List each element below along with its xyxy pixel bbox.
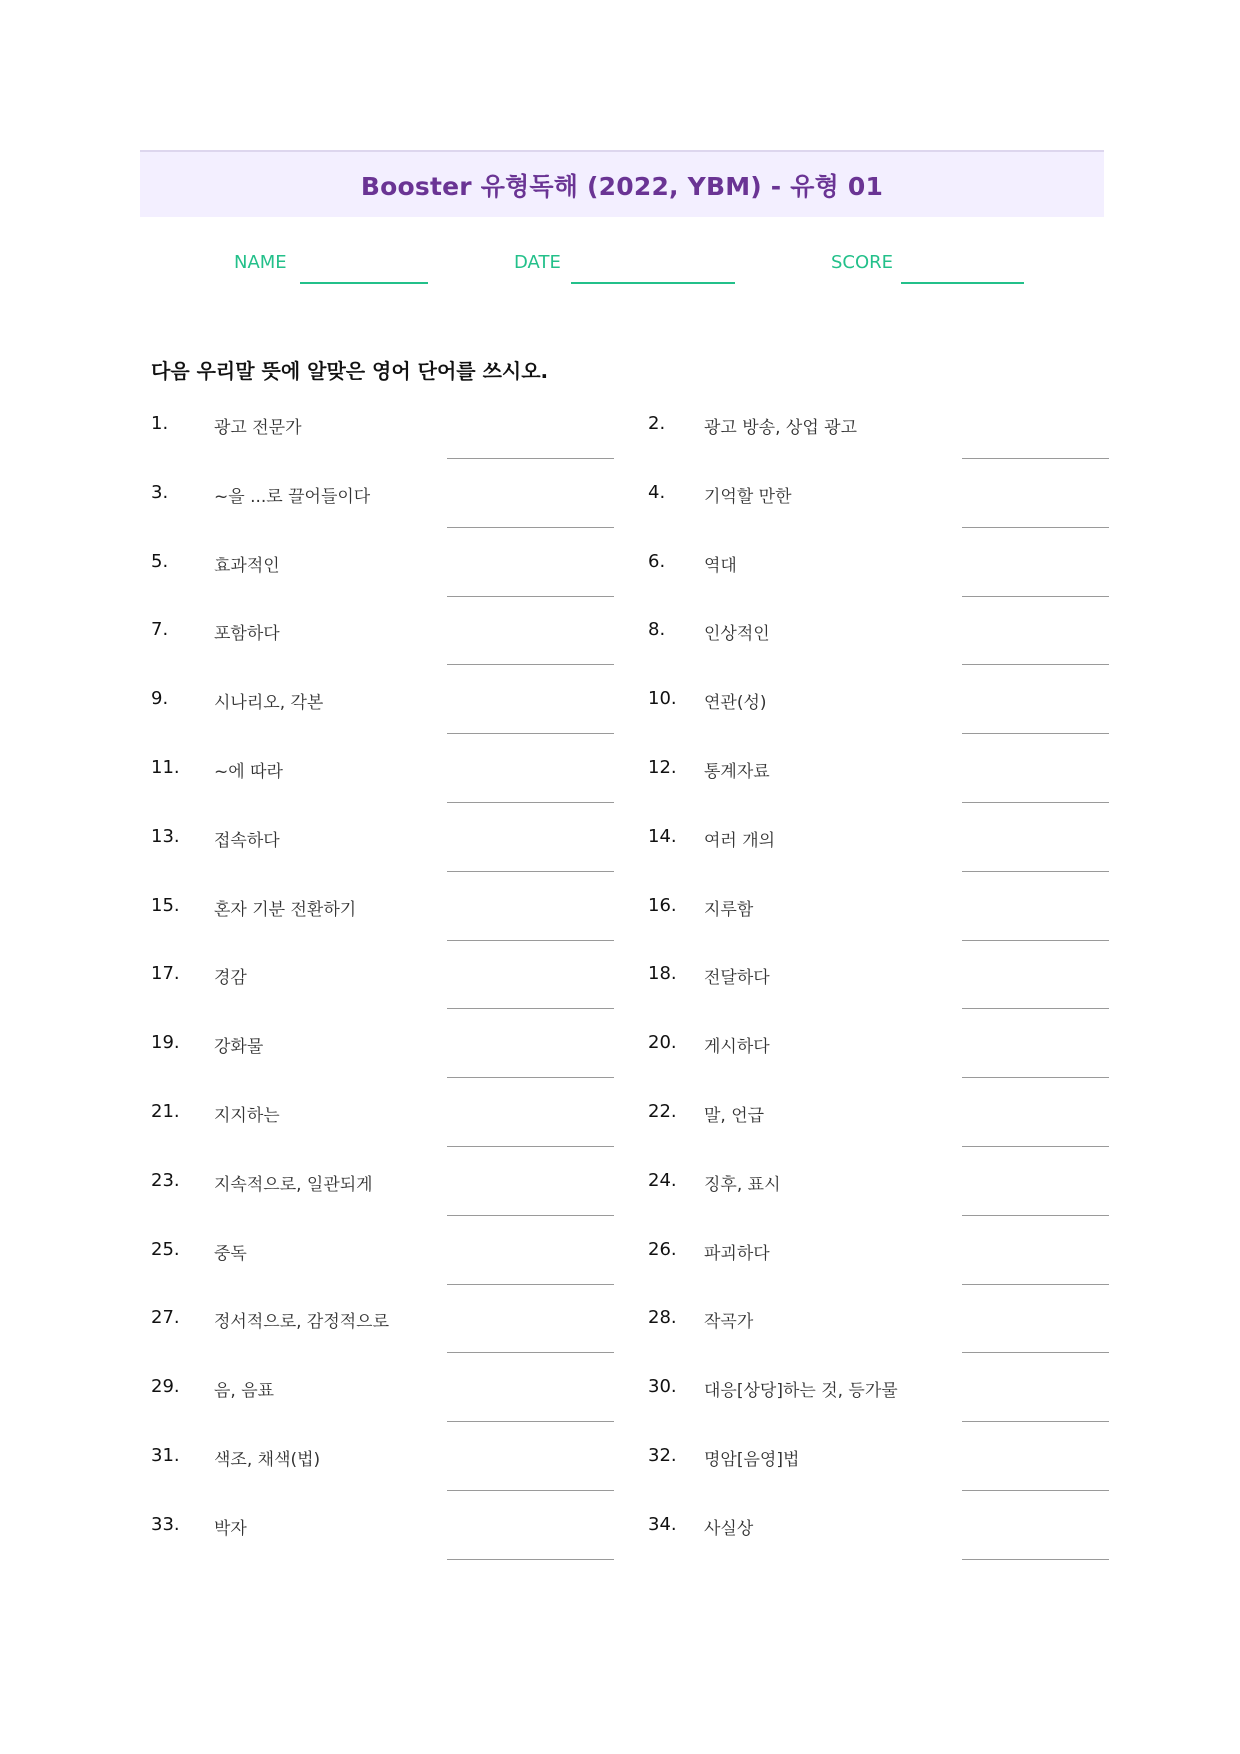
- question-item: [648, 1032, 1108, 1092]
- question-number: 29.: [151, 1376, 180, 1398]
- question-number: 23.: [151, 1169, 180, 1191]
- question-item: [648, 826, 1108, 886]
- question-text: 색조, 채색(법): [214, 1450, 321, 1470]
- question-number: 1.: [151, 413, 169, 434]
- question-item: [151, 1307, 614, 1367]
- question-text: 기억할 만한: [704, 486, 792, 507]
- question-text: 여러 개의: [704, 830, 776, 851]
- answer-line[interactable]: [962, 940, 1109, 941]
- question-item: [151, 1239, 614, 1299]
- instruction: 다음 우리말 뜻에 알맞은 영어 단어를 쓰시오.: [151, 359, 549, 383]
- question-item: [648, 963, 1108, 1023]
- question-number: 18.: [648, 963, 677, 985]
- answer-line[interactable]: [962, 1215, 1109, 1216]
- question-text: 경감: [214, 968, 247, 989]
- answer-line[interactable]: [447, 1352, 614, 1353]
- question-item: [648, 895, 1108, 955]
- answer-line[interactable]: [962, 1008, 1109, 1009]
- answer-line[interactable]: [962, 1284, 1109, 1285]
- question-text: 지속적으로, 일관되게: [214, 1174, 373, 1195]
- question-number: 5.: [151, 550, 169, 572]
- question-item: [151, 757, 614, 817]
- question-text: 혼자 기분 전환하기: [214, 899, 357, 920]
- question-number: 26.: [648, 1238, 677, 1260]
- answer-line[interactable]: [962, 596, 1109, 597]
- question-number: 9.: [151, 688, 169, 710]
- question-text: ~을 ...로 끌어들이다: [214, 486, 371, 507]
- date-field[interactable]: [571, 282, 735, 284]
- question-text: 음, 음표: [214, 1381, 275, 1402]
- question-item: [648, 688, 1108, 748]
- question-item: [648, 1239, 1108, 1299]
- answer-line[interactable]: [447, 1284, 614, 1285]
- answer-line[interactable]: [447, 1008, 614, 1009]
- question-number: 12.: [648, 757, 677, 778]
- question-text: 박자: [214, 1518, 247, 1539]
- name-field[interactable]: [300, 282, 428, 284]
- question-item: [151, 1170, 614, 1230]
- question-number: 28.: [648, 1307, 677, 1329]
- question-item: [151, 688, 614, 748]
- question-number: 32.: [648, 1445, 677, 1466]
- answer-line[interactable]: [962, 802, 1109, 803]
- question-text: ~에 따라: [214, 762, 283, 782]
- answer-line[interactable]: [962, 1490, 1109, 1491]
- question-item: [151, 895, 614, 955]
- question-item: [648, 413, 1108, 473]
- question-text: 게시하다: [704, 1037, 770, 1058]
- question-item: [151, 1032, 614, 1092]
- question-text: 강화물: [214, 1037, 264, 1058]
- answer-line[interactable]: [962, 1559, 1109, 1560]
- question-item: [151, 963, 614, 1023]
- question-number: 20.: [648, 1032, 677, 1054]
- answer-line[interactable]: [962, 733, 1109, 734]
- question-item: [151, 551, 614, 611]
- question-number: 33.: [151, 1513, 180, 1535]
- question-number: 14.: [648, 825, 677, 847]
- question-item: [648, 757, 1108, 817]
- question-item: [648, 619, 1108, 679]
- answer-line[interactable]: [962, 871, 1109, 872]
- question-text: 중독: [214, 1243, 247, 1264]
- answer-line[interactable]: [447, 871, 614, 872]
- title-bar: [140, 150, 1104, 217]
- answer-line[interactable]: [962, 664, 1109, 665]
- answer-line[interactable]: [962, 1077, 1109, 1078]
- question-text: 명암[음영]법: [704, 1450, 800, 1470]
- answer-line[interactable]: [447, 733, 614, 734]
- answer-line[interactable]: [447, 458, 614, 459]
- question-number: 13.: [151, 825, 180, 847]
- question-item: [151, 1445, 614, 1505]
- question-text: 역대: [704, 555, 737, 576]
- question-text: 전달하다: [704, 968, 770, 989]
- question-text: 지루함: [704, 899, 754, 920]
- question-number: 15.: [151, 894, 180, 916]
- answer-line[interactable]: [962, 1146, 1109, 1147]
- question-text: 시나리오, 각본: [214, 693, 324, 714]
- question-item: [151, 826, 614, 886]
- question-text: 파괴하다: [704, 1243, 770, 1264]
- question-text: 포함하다: [214, 624, 280, 645]
- question-number: 11.: [151, 757, 180, 778]
- question-item: [151, 1101, 614, 1161]
- answer-line[interactable]: [447, 1215, 614, 1216]
- question-text: 지지하는: [214, 1106, 280, 1126]
- question-number: 3.: [151, 481, 169, 503]
- question-item: [648, 482, 1108, 542]
- question-number: 30.: [648, 1376, 677, 1398]
- question-item: [648, 551, 1108, 611]
- question-item: [648, 1170, 1108, 1230]
- question-number: 31.: [151, 1445, 180, 1466]
- question-item: [151, 482, 614, 542]
- question-number: 2.: [648, 413, 666, 434]
- answer-line[interactable]: [962, 527, 1109, 528]
- answer-line[interactable]: [447, 1421, 614, 1422]
- question-number: 27.: [151, 1307, 180, 1329]
- answer-line[interactable]: [447, 527, 614, 528]
- question-item: [151, 1514, 614, 1574]
- question-item: [648, 1101, 1108, 1161]
- question-text: 말, 언급: [704, 1106, 765, 1126]
- question-item: [151, 619, 614, 679]
- question-text: 정서적으로, 감정적으로: [214, 1312, 390, 1333]
- question-number: 4.: [648, 481, 666, 503]
- date-label: DATE: [514, 252, 561, 273]
- question-item: [648, 1376, 1108, 1436]
- question-item: [151, 413, 614, 473]
- question-text: 연관(성): [704, 693, 767, 714]
- question-number: 16.: [648, 894, 677, 916]
- question-text: 통계자료: [704, 762, 770, 782]
- score-field[interactable]: [901, 282, 1024, 284]
- question-number: 8.: [648, 619, 666, 641]
- question-number: 34.: [648, 1513, 677, 1535]
- page-title: Booster 유형독해 (2022, YBM) - 유형 01: [360, 171, 884, 201]
- answer-line[interactable]: [962, 1421, 1109, 1422]
- answer-line[interactable]: [447, 1490, 614, 1491]
- question-text: 접속하다: [214, 830, 280, 851]
- question-number: 6.: [648, 550, 666, 572]
- question-text: 광고 전문가: [214, 418, 302, 438]
- question-number: 10.: [648, 688, 677, 710]
- question-text: 대응[상당]하는 것, 등가물: [704, 1381, 898, 1402]
- question-text: 인상적인: [704, 624, 770, 645]
- question-item: [648, 1514, 1108, 1574]
- question-text: 작곡가: [704, 1312, 754, 1333]
- answer-line[interactable]: [447, 596, 614, 597]
- question-item: [151, 1376, 614, 1436]
- question-number: 25.: [151, 1238, 180, 1260]
- answer-line[interactable]: [962, 458, 1109, 459]
- answer-line[interactable]: [447, 1077, 614, 1078]
- answer-line[interactable]: [447, 802, 614, 803]
- answer-line[interactable]: [447, 1146, 614, 1147]
- answer-line[interactable]: [447, 664, 614, 665]
- answer-line[interactable]: [962, 1352, 1109, 1353]
- question-text: 사실상: [704, 1518, 754, 1539]
- name-label: NAME: [234, 252, 287, 273]
- score-label: SCORE: [831, 252, 894, 273]
- question-text: 광고 방송, 상업 광고: [704, 418, 857, 438]
- answer-line[interactable]: [447, 940, 614, 941]
- question-number: 21.: [151, 1101, 180, 1122]
- question-number: 17.: [151, 963, 180, 985]
- question-number: 7.: [151, 619, 169, 641]
- question-number: 24.: [648, 1169, 677, 1191]
- question-number: 22.: [648, 1101, 677, 1122]
- question-number: 19.: [151, 1032, 180, 1054]
- answer-line[interactable]: [447, 1559, 614, 1560]
- question-text: 징후, 표시: [704, 1174, 781, 1195]
- question-item: [648, 1445, 1108, 1505]
- question-item: [648, 1307, 1108, 1367]
- question-text: 효과적인: [214, 555, 280, 576]
